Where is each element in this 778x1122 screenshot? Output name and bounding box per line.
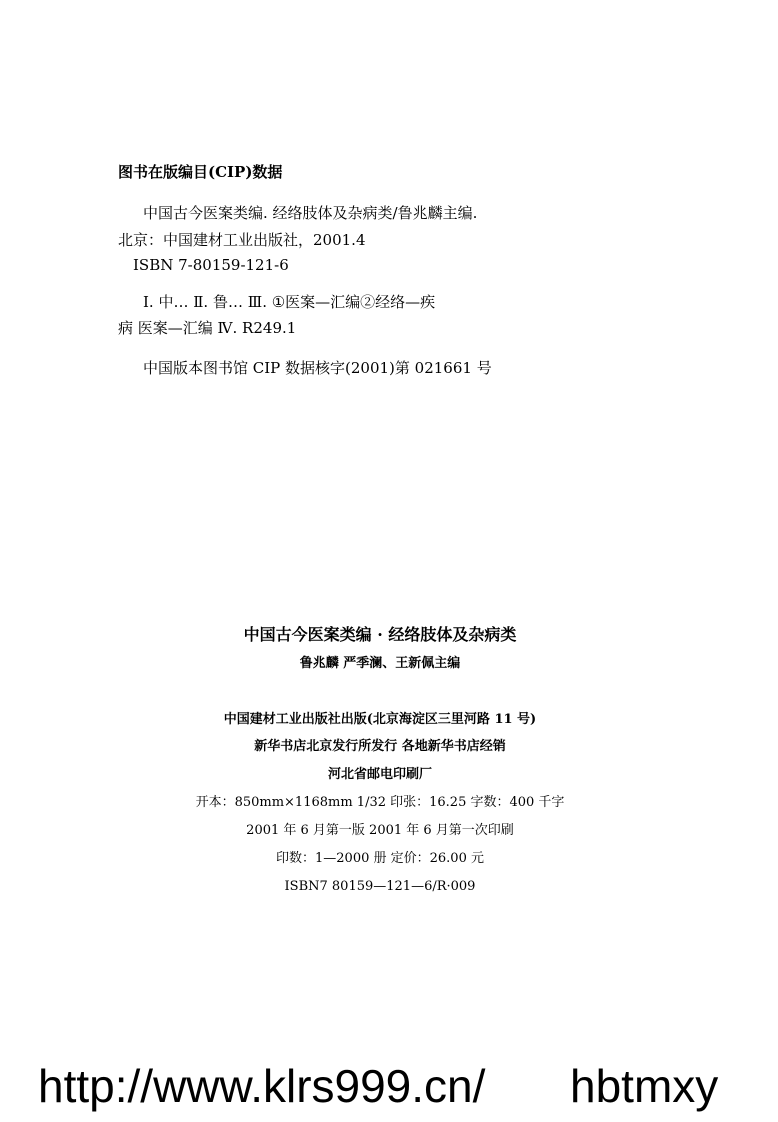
cip-publisher-line: 北京：中国建材工业出版社，2001.4: [118, 231, 366, 249]
footer-url: http://www.klrs999.cn/: [38, 1060, 486, 1112]
cip-subject-line: Ⅰ. 中… Ⅱ. 鲁… Ⅲ. ①医案—汇编②经络—疾: [143, 293, 436, 311]
colophon-isbn: ISBN7 80159—121—6/R·009: [284, 879, 476, 894]
colophon-print-run-price: 印数：1—2000 册 定价：26.00 元: [276, 851, 484, 866]
cip-isbn-line: ISBN 7-80159-121-6: [133, 256, 289, 274]
colophon-title: 中国古今医案类编 · 经络肢体及杂病类: [243, 625, 517, 644]
cip-subject-line-2: 病 医案—汇编 Ⅳ. R249.1: [118, 319, 297, 337]
colophon-editors: 鲁兆麟 严季澜、王新佩主编: [299, 656, 461, 671]
colophon-distribution: 新华书店北京发行所发行 各地新华书店经销: [254, 739, 506, 754]
cip-heading: 图书在版编目(CIP)数据: [118, 163, 283, 181]
cip-title-line: 中国古今医案类编. 经络肢体及杂病类/鲁兆麟主编.: [143, 204, 478, 222]
colophon-printer: 河北省邮电印刷厂: [327, 767, 432, 782]
footer-tag: hbtmxy: [570, 1060, 719, 1112]
colophon-format: 开本：850mm×1168mm 1/32 印张：16.25 字数：400 千字: [195, 795, 565, 810]
colophon-publisher: 中国建材工业出版社出版(北京海淀区三里河路 11 号): [223, 712, 537, 727]
cip-record-number: 中国版本图书馆 CIP 数据核字(2001)第 021661 号: [143, 359, 492, 377]
colophon-edition: 2001 年 6 月第一版 2001 年 6 月第一次印刷: [246, 823, 514, 838]
